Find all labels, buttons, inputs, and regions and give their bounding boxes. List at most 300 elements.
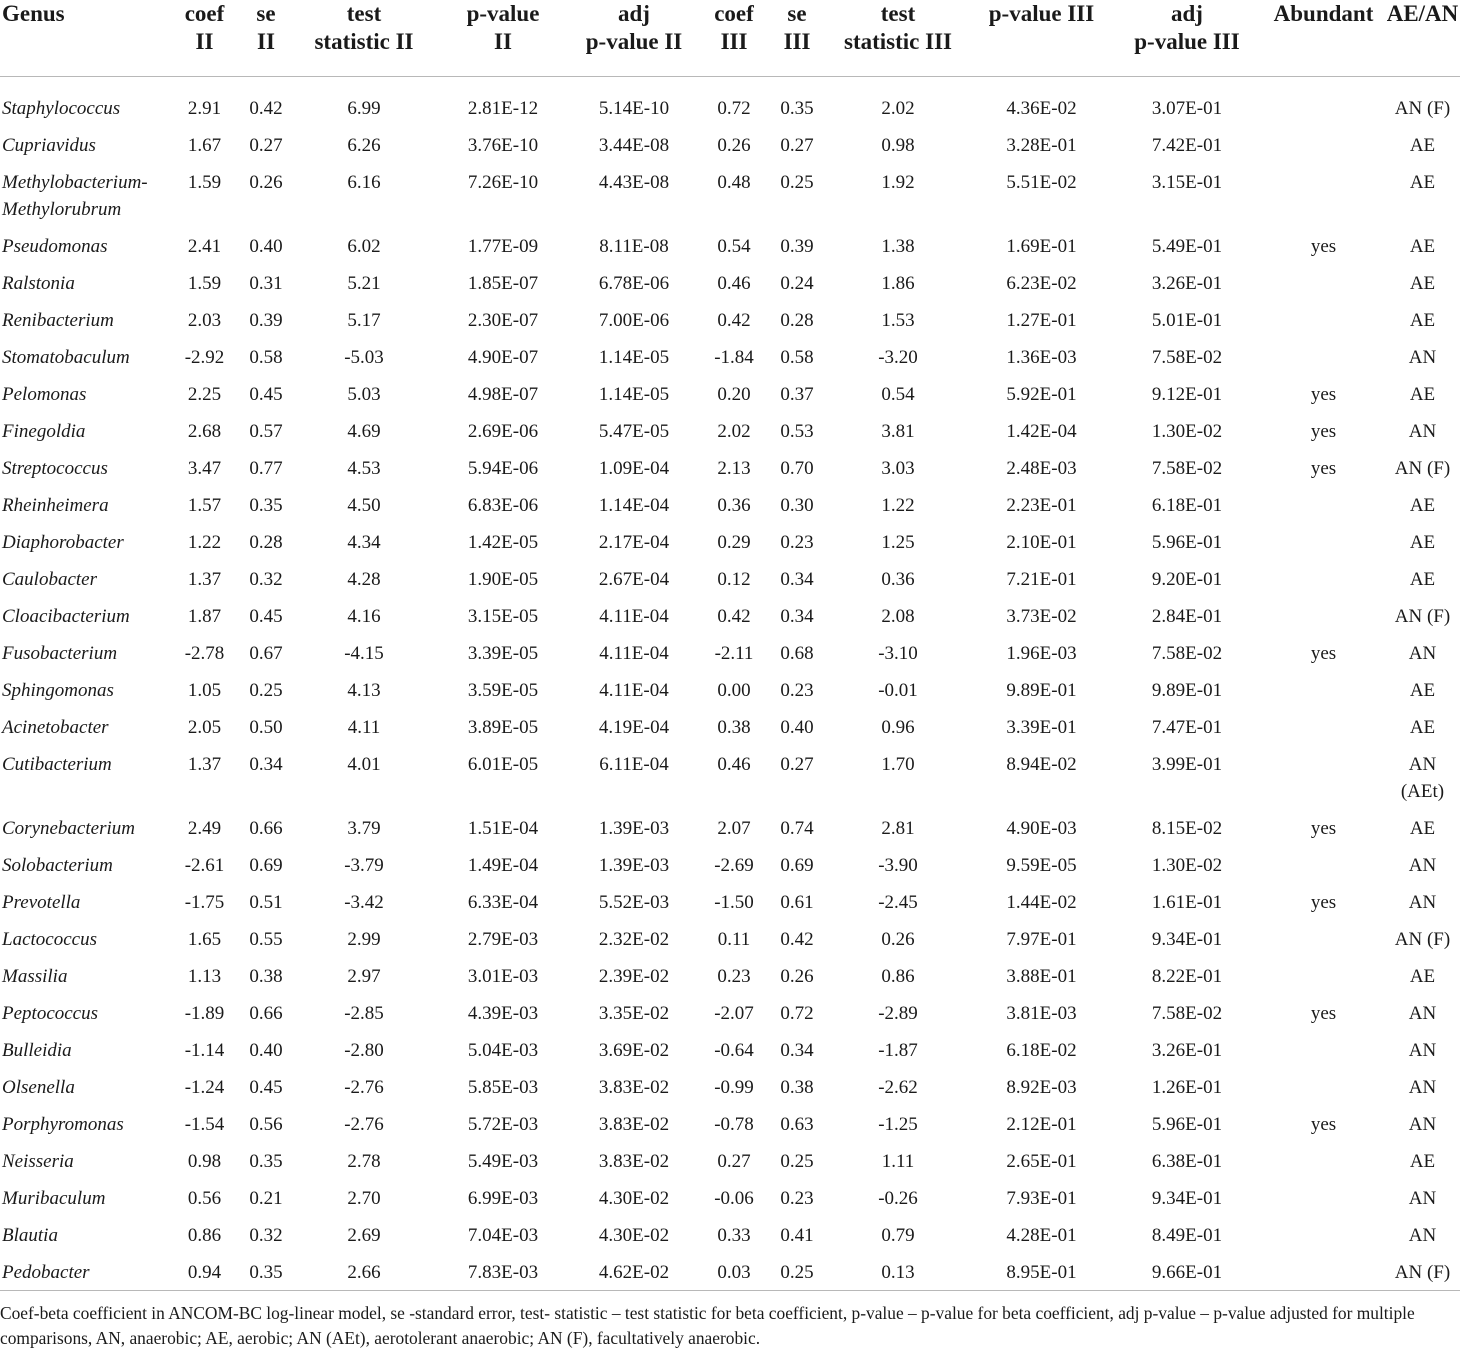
value-cell: 0.48 [717, 172, 751, 193]
value-cell: 0.77 [249, 458, 283, 479]
genus-cell: Olsenella [2, 1077, 75, 1098]
value-cell: 9.12E-01 [1151, 384, 1223, 405]
value-cell: 1.61E-01 [1151, 892, 1223, 913]
value-cell: 0.26 [249, 172, 283, 193]
value-cell: 2.30E-07 [467, 310, 539, 331]
value-cell: AN (F) [1394, 458, 1451, 479]
value-cell: -2.45 [878, 892, 918, 913]
value-cell: 2.69E-06 [467, 421, 539, 442]
value-cell: 0.29 [717, 532, 751, 553]
value-cell: 1.30E-02 [1151, 855, 1223, 876]
value-cell: 5.85E-03 [467, 1077, 539, 1098]
value-cell: AN (F) [1394, 929, 1451, 950]
value-cell: 9.20E-01 [1151, 569, 1223, 590]
value-cell: 4.11E-04 [599, 606, 669, 627]
value-cell: -2.61 [184, 855, 225, 876]
column-header [1262, 0, 1385, 77]
column-header-line: statistic III [844, 29, 952, 54]
value-cell: 2.13 [717, 458, 751, 479]
value-cell: 9.66E-01 [1151, 1262, 1223, 1283]
value-cell: 0.25 [780, 172, 814, 193]
table-row [0, 672, 1460, 709]
table-row [0, 561, 1460, 598]
value-cell: 7.21E-01 [1006, 569, 1077, 590]
value-cell: 4.19E-04 [598, 717, 670, 738]
value-cell: 4.43E-08 [598, 172, 670, 193]
column-header [0, 0, 168, 77]
value-cell: 0.40 [249, 236, 283, 257]
value-cell: AN [1408, 892, 1437, 913]
value-cell: AE [1409, 495, 1436, 516]
value-cell: 0.38 [780, 1077, 814, 1098]
value-cell: 3.15E-05 [467, 606, 539, 627]
value-cell: 0.28 [249, 532, 283, 553]
table-row [0, 376, 1460, 413]
value-cell: -0.26 [878, 1188, 918, 1209]
value-cell: 0.66 [249, 1003, 283, 1024]
genus-cell: Rheinheimera [2, 495, 109, 516]
value-cell [1262, 77, 1385, 128]
value-cell: 0.58 [249, 347, 283, 368]
column-header [1385, 0, 1460, 77]
value-cell: 0.25 [780, 1262, 814, 1283]
value-cell: 1.85E-07 [467, 273, 539, 294]
value-cell: 5.01E-01 [1151, 310, 1223, 331]
value-cell: -2.11 [714, 643, 754, 664]
value-cell: 1.09E-04 [598, 458, 670, 479]
value-cell: AN [1408, 421, 1437, 442]
value-cell: -2.89 [878, 1003, 918, 1024]
column-header [437, 0, 569, 77]
value-cell [1262, 1143, 1385, 1180]
value-cell: 5.03 [347, 384, 381, 405]
value-cell: 3.79 [347, 818, 381, 839]
column-header [1112, 0, 1262, 77]
value-cell: 0.50 [249, 717, 283, 738]
table-row [0, 77, 1460, 128]
value-cell: -2.62 [878, 1077, 918, 1098]
value-cell: 1.14E-05 [598, 347, 670, 368]
value-cell: 1.22 [881, 495, 915, 516]
value-cell: 2.23E-01 [1006, 495, 1077, 516]
value-cell: 0.66 [249, 818, 283, 839]
value-cell: 0.39 [249, 310, 283, 331]
value-cell: 3.35E-02 [598, 1003, 670, 1024]
value-cell: -1.25 [878, 1114, 918, 1135]
value-cell: yes [1310, 458, 1337, 479]
value-cell: -1.14 [184, 1040, 225, 1061]
table-body [0, 77, 1460, 1303]
table-row [0, 524, 1460, 561]
value-cell: 7.04E-03 [467, 1225, 539, 1246]
value-cell: 9.34E-01 [1151, 929, 1223, 950]
value-cell: 3.26E-01 [1151, 1040, 1223, 1061]
value-cell: 1.39E-03 [598, 855, 670, 876]
value-cell: 0.55 [249, 929, 283, 950]
value-cell: 3.73E-02 [1006, 606, 1077, 627]
value-cell: yes [1310, 1003, 1337, 1024]
value-cell: 5.14E-10 [598, 98, 670, 119]
value-cell: 0.45 [249, 606, 283, 627]
value-cell: -2.69 [714, 855, 754, 876]
value-cell: 1.30E-02 [1151, 421, 1223, 442]
value-cell: AN [1408, 1040, 1437, 1061]
value-cell: 5.94E-06 [467, 458, 539, 479]
value-cell: -2.80 [344, 1040, 384, 1061]
genus-cell: Massilia [2, 966, 68, 987]
column-header [971, 0, 1112, 77]
value-cell: -1.87 [878, 1040, 918, 1061]
value-cell: 6.99 [347, 98, 381, 119]
value-cell: 4.53 [347, 458, 381, 479]
value-cell: 5.52E-03 [598, 892, 670, 913]
value-cell: 3.76E-10 [467, 135, 539, 156]
column-header-line: se [787, 1, 807, 26]
value-cell: 0.38 [717, 717, 751, 738]
value-cell: 8.15E-02 [1151, 818, 1223, 839]
value-cell [1262, 1069, 1385, 1106]
value-cell: 2.25 [187, 384, 222, 405]
genus-cell: Neisseria [2, 1151, 74, 1172]
value-cell: 3.01E-03 [467, 966, 539, 987]
value-cell: -1.89 [184, 1003, 225, 1024]
genus-cell: Pelomonas [2, 384, 87, 405]
column-header-line: II [494, 29, 512, 54]
value-cell: 0.42 [717, 606, 751, 627]
value-cell: 3.81 [881, 421, 915, 442]
value-cell: AN [1408, 855, 1437, 876]
value-cell [1262, 1032, 1385, 1069]
value-cell: 6.18E-01 [1151, 495, 1223, 516]
value-cell: 6.16 [347, 172, 381, 193]
value-cell: 4.16 [347, 606, 381, 627]
value-cell: 1.44E-02 [1006, 892, 1077, 913]
value-cell: -3.79 [344, 855, 384, 876]
value-cell: 8.92E-03 [1006, 1077, 1077, 1098]
value-cell [1262, 746, 1385, 810]
value-cell: 5.96E-01 [1151, 1114, 1223, 1135]
value-cell: 0.58 [780, 347, 814, 368]
genus-cell: Lactococcus [2, 929, 97, 950]
value-cell: 5.21 [347, 273, 381, 294]
value-cell: 6.02 [347, 236, 381, 257]
value-cell: 0.68 [780, 643, 814, 664]
value-cell: -2.07 [714, 1003, 754, 1024]
value-cell: 2.91 [187, 98, 222, 119]
value-cell [1262, 164, 1385, 228]
value-cell: AE [1409, 717, 1436, 738]
value-cell: 1.13 [187, 966, 222, 987]
table-row [0, 1180, 1460, 1217]
value-cell: 2.48E-03 [1006, 458, 1077, 479]
value-cell: 2.39E-02 [598, 966, 670, 987]
column-header-line: adj [618, 1, 650, 26]
value-cell: 3.99E-01 [1151, 754, 1223, 775]
value-cell: -2.76 [344, 1114, 384, 1135]
value-cell: AE [1409, 532, 1436, 553]
value-cell: 1.22 [187, 532, 222, 553]
value-cell: 1.38 [881, 236, 915, 257]
value-cell: AN [1408, 1188, 1437, 1209]
value-cell: 6.26 [347, 135, 381, 156]
value-cell: 6.18E-02 [1006, 1040, 1077, 1061]
value-cell: 0.34 [780, 569, 814, 590]
value-cell: 0.69 [780, 855, 814, 876]
value-cell: 0.40 [249, 1040, 283, 1061]
value-cell: 4.90E-03 [1006, 818, 1077, 839]
value-cell: 3.59E-05 [467, 680, 539, 701]
value-cell: 0.67 [249, 643, 283, 664]
table-row [0, 164, 1460, 228]
genus-cell: Pedobacter [2, 1262, 90, 1283]
value-cell: 2.02 [717, 421, 751, 442]
value-cell: 5.51E-02 [1006, 172, 1077, 193]
value-cell: 4.30E-02 [598, 1225, 670, 1246]
value-cell: -2.78 [184, 643, 225, 664]
value-cell: 0.23 [780, 532, 814, 553]
value-cell: 0.20 [717, 384, 751, 405]
value-cell: AN [1408, 1114, 1437, 1135]
column-header-line: test [880, 1, 916, 26]
column-header-line: coef [184, 1, 225, 26]
value-cell: -2.92 [184, 347, 225, 368]
value-cell: 0.34 [780, 606, 814, 627]
column-header-line: p-value III [988, 1, 1095, 26]
value-cell: 0.38 [249, 966, 283, 987]
table-footnote: Coef-beta coefficient in ANCOM-BC log-linear model, se -standard error, test- statistic – test statistic for beta coefficient, p-value – p-value for beta coefficient, adj p-value – p-value adjusted for multiple comparisons, AN, anaerobic; AE, aerobic; AN (AEt), aerotolerant anaerobic; AN (F), facultatively anaerobic. [0, 1290, 1460, 1351]
value-cell: 6.23E-02 [1006, 273, 1077, 294]
value-cell: 0.46 [717, 754, 751, 775]
value-cell: 1.37 [187, 569, 222, 590]
column-header-line: p-value III [1134, 29, 1240, 54]
value-cell: 7.58E-02 [1151, 347, 1223, 368]
value-cell [1262, 847, 1385, 884]
value-cell: AE [1409, 1151, 1436, 1172]
value-cell: AE [1409, 236, 1436, 257]
table-row [0, 847, 1460, 884]
value-cell: 4.39E-03 [467, 1003, 539, 1024]
value-cell: 3.39E-05 [467, 643, 539, 664]
value-cell: AE [1409, 818, 1436, 839]
genus-cell: Cupriavidus [2, 135, 96, 156]
value-cell: 0.24 [780, 273, 814, 294]
value-cell: AN [1408, 1225, 1437, 1246]
value-cell: 3.44E-08 [598, 135, 670, 156]
value-cell [1262, 561, 1385, 598]
table-header [0, 0, 1460, 77]
value-cell: yes [1310, 818, 1337, 839]
table-row [0, 598, 1460, 635]
value-cell: yes [1310, 643, 1337, 664]
value-cell: 6.83E-06 [467, 495, 539, 516]
value-cell: 7.47E-01 [1151, 717, 1223, 738]
value-cell: 1.69E-01 [1006, 236, 1077, 257]
value-cell: 2.99 [347, 929, 381, 950]
value-cell: 2.41 [187, 236, 222, 257]
value-cell: 0.32 [249, 569, 283, 590]
value-cell: 0.27 [780, 135, 814, 156]
table-row [0, 1032, 1460, 1069]
value-cell: -1.54 [184, 1114, 225, 1135]
value-cell: 1.11 [881, 1151, 915, 1172]
value-cell: yes [1310, 236, 1337, 257]
value-cell [1262, 524, 1385, 561]
value-cell: 0.34 [249, 754, 283, 775]
value-cell: 1.49E-04 [467, 855, 539, 876]
value-cell: 4.28E-01 [1006, 1225, 1077, 1246]
value-cell: 0.42 [249, 98, 283, 119]
value-cell: 0.46 [717, 273, 751, 294]
value-cell: 3.83E-02 [598, 1114, 670, 1135]
value-cell: 7.83E-03 [467, 1262, 539, 1283]
column-header-line: II [257, 29, 275, 54]
value-cell: yes [1310, 1114, 1337, 1135]
value-cell: 8.22E-01 [1151, 966, 1223, 987]
genus-cell: Peptococcus [2, 1003, 99, 1024]
value-cell: 3.15E-01 [1151, 172, 1223, 193]
value-cell: 1.26E-01 [1151, 1077, 1223, 1098]
table-row [0, 709, 1460, 746]
value-cell: 8.11E-08 [599, 236, 669, 257]
value-cell: 0.32 [249, 1225, 283, 1246]
value-cell: 1.27E-01 [1006, 310, 1077, 331]
value-cell: 6.78E-06 [598, 273, 670, 294]
column-header-line: III [783, 29, 811, 54]
column-header-line: II [195, 29, 214, 54]
value-cell: 5.72E-03 [467, 1114, 539, 1135]
value-cell [1262, 958, 1385, 995]
value-cell: -0.01 [878, 680, 918, 701]
table-row [0, 958, 1460, 995]
value-cell: 1.57 [187, 495, 222, 516]
table-row [0, 450, 1460, 487]
value-cell: AN [1408, 643, 1437, 664]
value-cell: -0.64 [714, 1040, 754, 1061]
value-cell: 7.58E-02 [1151, 1003, 1223, 1024]
value-cell: 2.66 [347, 1262, 381, 1283]
value-cell [1262, 1180, 1385, 1217]
value-cell: 4.13 [347, 680, 381, 701]
value-cell: 2.79E-03 [467, 929, 539, 950]
value-cell: 1.59 [187, 273, 222, 294]
value-cell: 1.96E-03 [1006, 643, 1077, 664]
value-cell: 1.86 [881, 273, 915, 294]
value-cell [1262, 672, 1385, 709]
genus-cell: Streptococcus [2, 458, 108, 479]
value-cell: 5.04E-03 [467, 1040, 539, 1061]
value-cell: 0.30 [780, 495, 814, 516]
genus-cell: Prevotella [2, 892, 81, 913]
value-cell: 0.63 [780, 1114, 814, 1135]
table-row [0, 1217, 1460, 1254]
value-cell: 0.53 [780, 421, 814, 442]
value-cell: 0.57 [249, 421, 283, 442]
value-cell: 0.86 [187, 1225, 222, 1246]
value-cell: 3.28E-01 [1006, 135, 1077, 156]
value-cell: 8.94E-02 [1006, 754, 1077, 775]
value-cell: 0.98 [187, 1151, 222, 1172]
value-cell: 1.39E-03 [598, 818, 670, 839]
value-cell: -4.15 [344, 643, 384, 664]
value-cell: 1.87 [187, 606, 222, 627]
value-cell: 0.35 [249, 1151, 283, 1172]
value-cell: 5.92E-01 [1006, 384, 1077, 405]
genus-cell: Cloacibacterium [2, 606, 130, 627]
value-cell: 3.69E-02 [598, 1040, 670, 1061]
value-cell: 4.34 [347, 532, 381, 553]
value-cell: -2.85 [344, 1003, 384, 1024]
value-cell: 0.36 [717, 495, 751, 516]
value-cell: AN (F) [1394, 606, 1451, 627]
value-cell: 2.65E-01 [1006, 1151, 1077, 1172]
value-cell: 1.65 [187, 929, 222, 950]
value-cell: 0.33 [717, 1225, 751, 1246]
column-header [291, 0, 437, 77]
column-header-line: Abundant [1273, 1, 1374, 26]
value-cell: 4.30E-02 [598, 1188, 670, 1209]
value-cell: 6.99E-03 [467, 1188, 539, 1209]
value-cell: 0.31 [249, 273, 283, 294]
value-cell: AE [1409, 569, 1436, 590]
value-cell: 1.59 [187, 172, 222, 193]
value-cell: 2.08 [881, 606, 915, 627]
genus-cell: Solobacterium [2, 855, 113, 876]
column-header [769, 0, 825, 77]
genus-cell: Porphyromonas [2, 1114, 124, 1135]
table-row [0, 884, 1460, 921]
value-cell: 0.54 [717, 236, 751, 257]
value-cell: 2.17E-04 [598, 532, 670, 553]
value-cell: 0.26 [881, 929, 915, 950]
column-header [825, 0, 971, 77]
value-cell: 0.25 [780, 1151, 814, 1172]
value-cell: 7.97E-01 [1006, 929, 1077, 950]
value-cell [1262, 487, 1385, 524]
column-header-line: p-value II [585, 29, 683, 54]
value-cell: 3.39E-01 [1006, 717, 1077, 738]
table-row [0, 1143, 1460, 1180]
value-cell: 4.50 [347, 495, 381, 516]
value-cell: -1.24 [184, 1077, 225, 1098]
value-cell: 0.03 [717, 1262, 751, 1283]
value-cell: 1.77E-09 [467, 236, 539, 257]
column-header-line: statistic II [314, 29, 414, 54]
value-cell: 1.37 [187, 754, 222, 775]
value-cell: 0.26 [780, 966, 814, 987]
column-header-line: p-value [466, 1, 540, 26]
value-cell: 0.35 [249, 495, 283, 516]
value-cell: 1.42E-04 [1006, 421, 1077, 442]
table-row [0, 302, 1460, 339]
value-cell: 0.54 [881, 384, 915, 405]
value-cell: -2.76 [344, 1077, 384, 1098]
value-cell: 0.45 [249, 384, 283, 405]
value-cell: 0.28 [780, 310, 814, 331]
genus-cell: Cutibacterium [2, 754, 112, 775]
value-cell: 0.36 [881, 569, 915, 590]
value-cell [1262, 1217, 1385, 1254]
table-row [0, 413, 1460, 450]
value-cell: 2.03 [187, 310, 222, 331]
value-cell: 0.42 [780, 929, 814, 950]
value-cell: 2.78 [347, 1151, 381, 1172]
value-cell: 0.25 [249, 680, 283, 701]
genus-cell: Fusobacterium [2, 643, 118, 664]
value-cell: 3.47 [187, 458, 222, 479]
value-cell: AN [1408, 1077, 1437, 1098]
value-cell: 0.00 [717, 680, 751, 701]
value-cell: 0.98 [881, 135, 915, 156]
